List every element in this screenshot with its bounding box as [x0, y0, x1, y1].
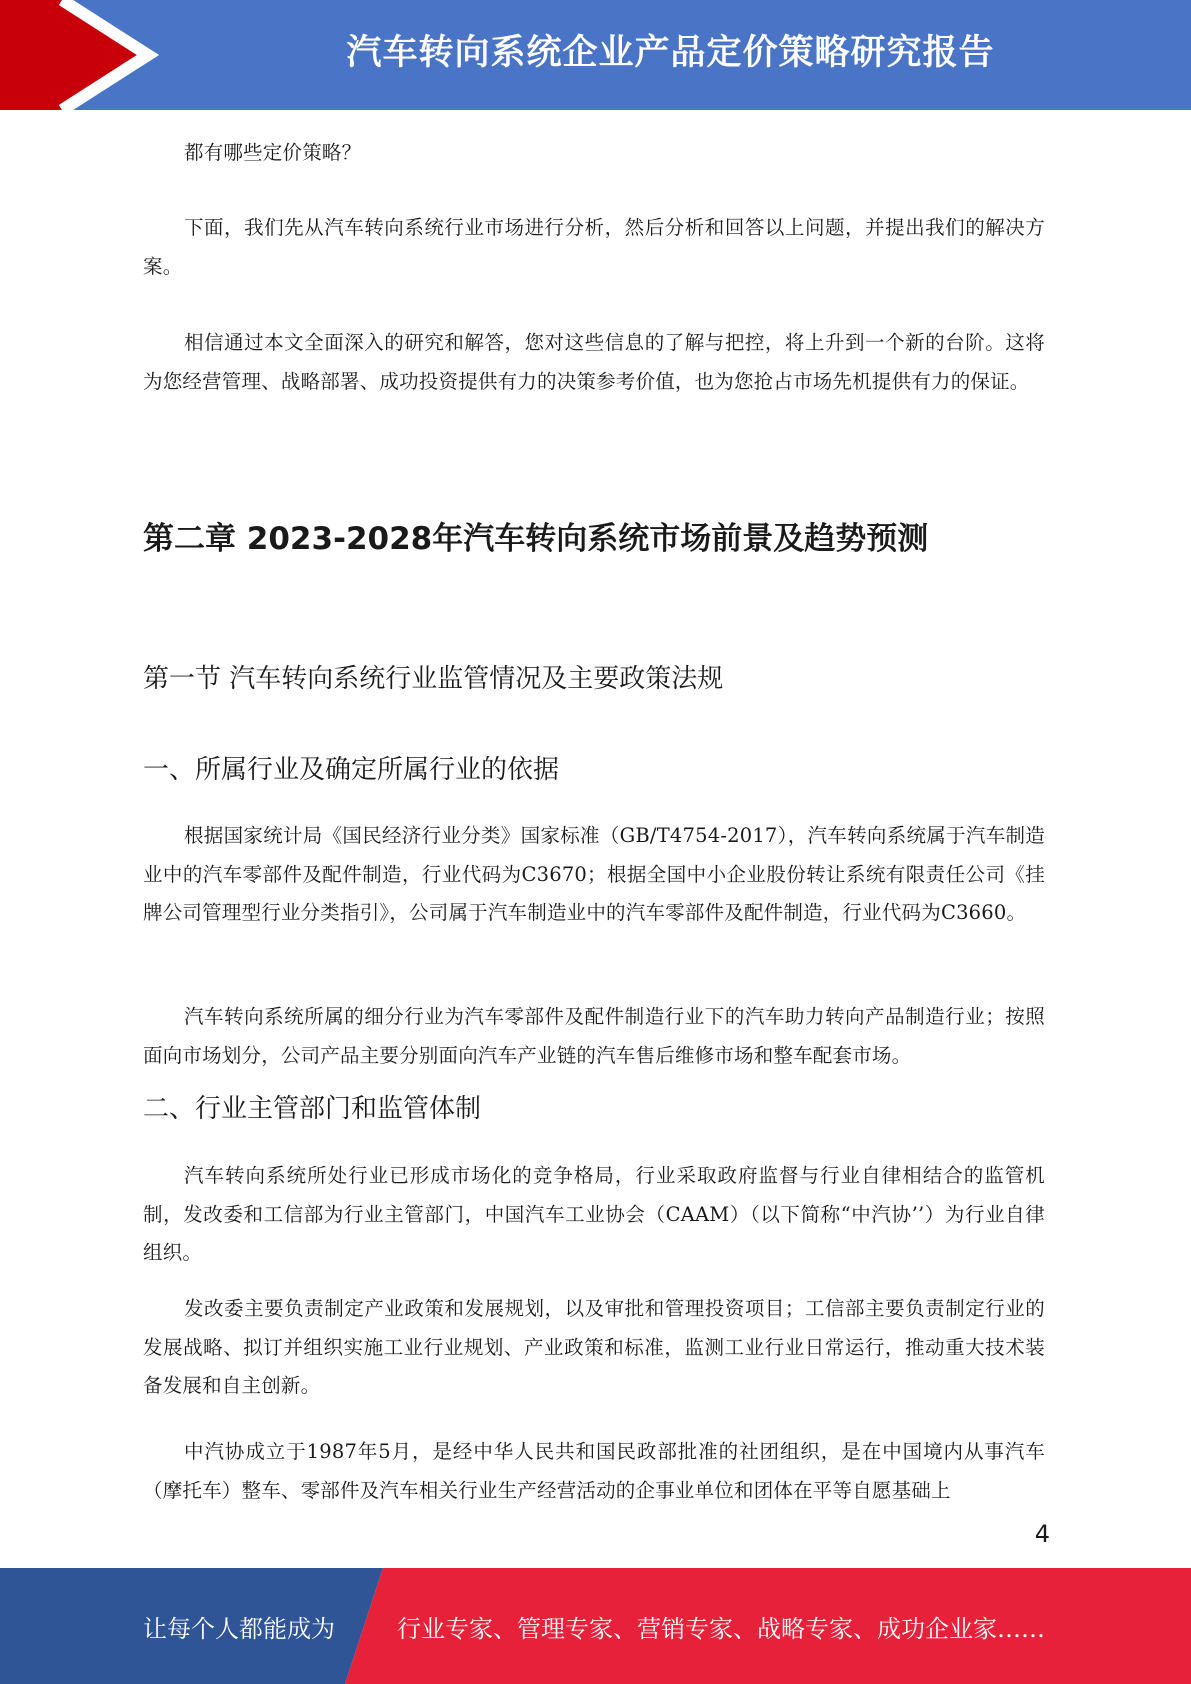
footer-slogan-right: 行业专家、管理专家、营销专家、战略专家、成功企业家…… [397, 1615, 1045, 1643]
body-paragraph-7: 发改委主要负责制定产业政策和发展规划，以及审批和管理投资项目；工信部主要负责制定行业的发展战略、拟订并组织实施工业行业规划、产业政策和标准，监测工业行业日常运行，推动重大技术装备发展和自主创新。 [143, 1297, 1045, 1397]
body-paragraph-5: 汽车转向系统所属的细分行业为汽车零部件及配件制造行业下的汽车助力转向产品制造行业；按照面向市场划分，公司产品主要分别面向汽车产业链的汽车售后维修市场和整车配套市场。 [143, 1005, 1045, 1067]
body-paragraph-4: 根据国家统计局《国民经济行业分类》国家标准（GB/T4754-2017），汽车转向系统属于汽车制造业中的汽车零部件及配件制造，行业代码为C3670；根据全国中小企业股份转让系统有限责任公司《挂牌公司管理型行业分类指引》，公司属于汽车制造业中的汽车零部件及配件制造，行业代码为C3660。 [143, 824, 1045, 924]
chapter-title: 第二章 2023-2028年汽车转向系统市场前景及趋势预测 [143, 521, 929, 557]
body-paragraph-1: 都有哪些定价策略？ [184, 141, 362, 164]
body-paragraph-8: 中汽协成立于1987年5月，是经中华人民共和国民政部批准的社团组织，是在中国境内从事汽车（摩托车）整车、零部件及汽车相关行业生产经营活动的企事业单位和团体在平等自愿基础上 [143, 1440, 1045, 1502]
footer-slogan-left: 让每个人都能成为 [143, 1615, 335, 1643]
body-paragraph-2: 下面，我们先从汽车转向系统行业市场进行分析，然后分析和回答以上问题，并提出我们的解决方案。 [143, 216, 1045, 278]
body-paragraph-3: 相信通过本文全面深入的研究和解答，您对这些信息的了解与把控，将上升到一个新的台阶。这将为您经营管理、战略部署、成功投资提供有力的决策参考价值，也为您抢占市场先机提供有力的保证。 [143, 331, 1045, 393]
report-title: 汽车转向系统企业产品定价策略研究报告 [346, 33, 995, 73]
page-header [0, 0, 1191, 110]
section-title: 第一节 汽车转向系统行业监管情况及主要政策法规 [143, 664, 724, 694]
body-paragraph-6: 汽车转向系统所处行业已形成市场化的竞争格局，行业采取政府监督与行业自律相结合的监管机制，发改委和工信部为行业主管部门，中国汽车工业协会（CAAM）（以下简称“中汽协’’）为行业自律组织。 [143, 1164, 1045, 1264]
subsection-title-2: 二、行业主管部门和监管体制 [143, 1094, 482, 1124]
page-number: 4 [1034, 1520, 1050, 1548]
subsection-title-1: 一、所属行业及确定所属行业的依据 [143, 755, 560, 785]
page-footer [0, 1568, 1191, 1684]
